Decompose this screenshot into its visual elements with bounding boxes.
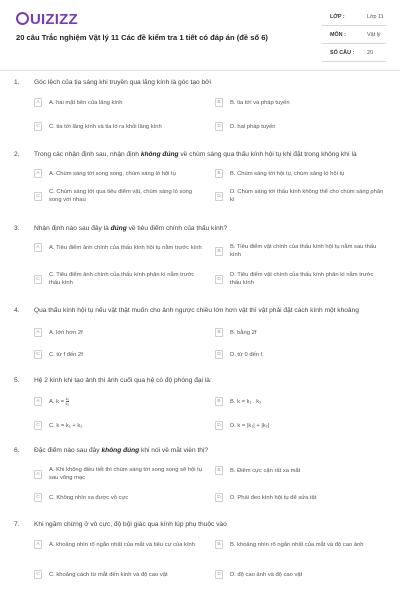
option-letter: B bbox=[215, 540, 223, 549]
option-letter: C bbox=[34, 275, 42, 284]
option-letter: D bbox=[215, 421, 223, 430]
option-text: C. khoảng cách từ mắt đến kính và độ cao vật bbox=[49, 571, 168, 578]
option-letter: D bbox=[215, 493, 223, 502]
option-text: A. Chùm sáng tới song song, chùm sáng ló hội tụ bbox=[49, 170, 176, 177]
option-a[interactable] bbox=[34, 243, 204, 252]
option-text: D. Chùm sáng tới thấu kính không thể cho chùm sáng phân kì bbox=[230, 189, 384, 203]
question-text: Hệ 2 kính khi tạo ảnh thì ảnh cuối qua hệ có độ phóng đại là: bbox=[34, 377, 212, 384]
option-text: A. Khi không điều tiết thì chùm sáng tới song song sẽ hội tụ sau võng mạc bbox=[49, 467, 203, 481]
option-letter: A bbox=[34, 243, 42, 252]
document-title: 20 câu Trắc nghiệm Vật lý 11 Các đề kiểm tra 1 tiết có đáp án (đề số 6) bbox=[16, 33, 268, 42]
option-c[interactable] bbox=[34, 122, 204, 131]
option-text: C. tia tới lăng kính và tia ló ra khỏi lăng kính bbox=[49, 123, 162, 130]
option-letter: C bbox=[34, 192, 42, 201]
option-text: C. từ f đến 2f bbox=[49, 351, 83, 358]
option-text: B. khoảng nhìn rõ ngắn nhất của mắt và độ cao ảnh bbox=[230, 541, 364, 548]
meta-subject-row bbox=[322, 26, 386, 44]
question-text: Khi ngắm chừng ở vô cực, độ bội giác qua kính lúp phụ thuộc vào bbox=[34, 521, 227, 528]
option-letter: D bbox=[215, 570, 223, 579]
question-text: Trong các nhận định sau, nhận định không đúng về chùm sáng qua thấu kính hội tụ khi đặt trong không khí là bbox=[34, 151, 357, 158]
quizizz-logo: UIZIZZ bbox=[16, 11, 78, 28]
option-letter: A bbox=[34, 169, 42, 178]
option-text: A. k = $\frac{\text{k₁}}{\text{k₂}}$ bbox=[49, 396, 70, 406]
fraction-k1-k2: $\frac{\text{k₁}}{\text{k₂}}$ bbox=[65, 396, 70, 406]
option-letter: D bbox=[215, 122, 223, 131]
option-a[interactable] bbox=[34, 98, 204, 107]
option-d[interactable] bbox=[215, 271, 385, 287]
option-d[interactable] bbox=[215, 493, 385, 502]
option-a[interactable] bbox=[34, 397, 204, 406]
question-number: 1. bbox=[14, 79, 20, 86]
option-d[interactable] bbox=[215, 350, 385, 359]
option-d[interactable] bbox=[215, 421, 385, 430]
option-text: D. độ cao ảnh và độ cao vật bbox=[230, 571, 303, 578]
option-letter: C bbox=[34, 421, 42, 430]
question-text: Đặc điểm nào sau đây không đúng khi nói về mắt viễn thị? bbox=[34, 447, 209, 454]
option-letter: D bbox=[215, 275, 223, 284]
question-emphasis: không đúng bbox=[140, 151, 179, 158]
option-a[interactable] bbox=[34, 328, 204, 337]
option-letter: A bbox=[34, 470, 42, 479]
option-letter: A bbox=[34, 98, 42, 107]
meta-key: MÔN : bbox=[330, 32, 346, 38]
option-b[interactable] bbox=[215, 98, 385, 107]
logo-q-icon bbox=[16, 12, 29, 25]
option-letter: C bbox=[34, 570, 42, 579]
option-letter: C bbox=[34, 350, 42, 359]
option-b[interactable] bbox=[215, 243, 385, 259]
option-c[interactable] bbox=[34, 421, 204, 430]
option-text: C. Tiêu điểm ảnh chính của thấu kính phân kì nằm trước thấu kính bbox=[49, 272, 195, 286]
question-text: Qua thấu kính hội tụ nếu vật thật muốn cho ảnh ngược chiều lớn hơn vật thì vật phải đặt cách kính một khoảng bbox=[34, 307, 359, 314]
option-text: B. Điểm cực cận rất xa mắt bbox=[230, 467, 301, 474]
option-text: D. hai pháp tuyến bbox=[230, 123, 276, 130]
option-b[interactable] bbox=[215, 466, 385, 475]
header-divider bbox=[0, 70, 400, 71]
option-text: A. khoảng nhìn rõ ngắn nhất của mắt và tiêu cự của kính bbox=[49, 541, 195, 548]
option-letter: D bbox=[215, 350, 223, 359]
option-text: D. từ 0 đến f. bbox=[230, 351, 264, 358]
page-header bbox=[0, 0, 400, 68]
option-text: B. k = k₁ . k₂ bbox=[230, 398, 262, 405]
meta-key: LỚP : bbox=[330, 14, 345, 20]
option-text: C. Không nhìn xa được vô cực bbox=[49, 494, 129, 501]
option-text: A. Tiêu điểm ảnh chính của thấu kính hội tụ nằm trước kính bbox=[49, 244, 202, 251]
meta-key: SỐ CÂU : bbox=[330, 50, 355, 56]
option-text: D. Phải đeo kính hội tụ để sửa tật bbox=[230, 494, 317, 501]
option-b[interactable] bbox=[215, 540, 385, 549]
question-number: 5. bbox=[14, 377, 20, 384]
option-text: C. k = k₁ + k₂ bbox=[49, 422, 83, 429]
option-letter: B bbox=[215, 328, 223, 337]
option-letter: D bbox=[215, 192, 223, 201]
option-c[interactable] bbox=[34, 493, 204, 502]
option-letter: B bbox=[215, 466, 223, 475]
meta-box bbox=[322, 8, 386, 62]
option-text: D. k = |k₁| + |k₂| bbox=[230, 422, 270, 429]
question-number: 7. bbox=[14, 521, 20, 528]
meta-value: Lớp 11 bbox=[367, 14, 384, 20]
question-emphasis: không đúng bbox=[101, 447, 140, 454]
option-letter: A bbox=[34, 540, 42, 549]
question-number: 6. bbox=[14, 447, 20, 454]
meta-count-row bbox=[322, 44, 386, 62]
option-letter: B bbox=[215, 169, 223, 178]
option-a[interactable] bbox=[34, 540, 204, 549]
question-number: 2. bbox=[14, 151, 20, 158]
option-text: B. bằng 2f bbox=[230, 329, 257, 336]
option-a[interactable] bbox=[34, 169, 204, 178]
option-a[interactable] bbox=[34, 466, 204, 482]
option-d[interactable] bbox=[215, 122, 385, 131]
option-text: D. Tiêu điểm vật chính của thấu kính phân kì nằm trước thấu kính bbox=[230, 272, 374, 286]
question-text: Nhận định nào sau đây là đúng về tiêu điểm chính của thấu kính? bbox=[34, 225, 228, 232]
option-c[interactable] bbox=[34, 271, 204, 287]
option-text: B. tia tới và pháp tuyến bbox=[230, 99, 290, 106]
option-text: B. Chùm sáng tới hội tụ, chùm sáng ló hội tụ bbox=[230, 170, 345, 177]
question-text: Góc lệch của tia sáng khi truyền qua lăng kính là góc tạo bởi bbox=[34, 79, 211, 86]
meta-value: 20 bbox=[367, 50, 373, 56]
option-letter: C bbox=[34, 122, 42, 131]
option-letter: C bbox=[34, 493, 42, 502]
option-text: C. Chùm sáng tới qua tiêu điểm vật, chùm sáng ló song song với nhau bbox=[49, 189, 193, 203]
option-letter: B bbox=[215, 98, 223, 107]
option-text: B. Tiêu điểm vật chính của thấu kính hội tụ nằm sau thấu kính bbox=[230, 244, 377, 258]
meta-value: Vật lý bbox=[367, 32, 381, 38]
option-b[interactable] bbox=[215, 397, 385, 406]
option-letter: A bbox=[34, 397, 42, 406]
question-number: 4. bbox=[14, 307, 20, 314]
option-c[interactable] bbox=[34, 350, 204, 359]
option-text: A. hai mặt bên của lăng kính bbox=[49, 99, 123, 106]
option-d[interactable] bbox=[215, 188, 385, 204]
option-b[interactable] bbox=[215, 328, 385, 337]
option-text: A. lớn hơn 2f bbox=[49, 329, 83, 336]
option-b[interactable] bbox=[215, 169, 385, 178]
option-d[interactable] bbox=[215, 570, 385, 579]
option-c[interactable] bbox=[34, 570, 204, 579]
option-letter: B bbox=[215, 397, 223, 406]
option-letter: A bbox=[34, 328, 42, 337]
question-number: 3. bbox=[14, 225, 20, 232]
option-letter: B bbox=[215, 247, 223, 256]
meta-class-row bbox=[322, 8, 386, 26]
option-c[interactable] bbox=[34, 188, 204, 204]
question-emphasis: đúng bbox=[110, 225, 127, 232]
